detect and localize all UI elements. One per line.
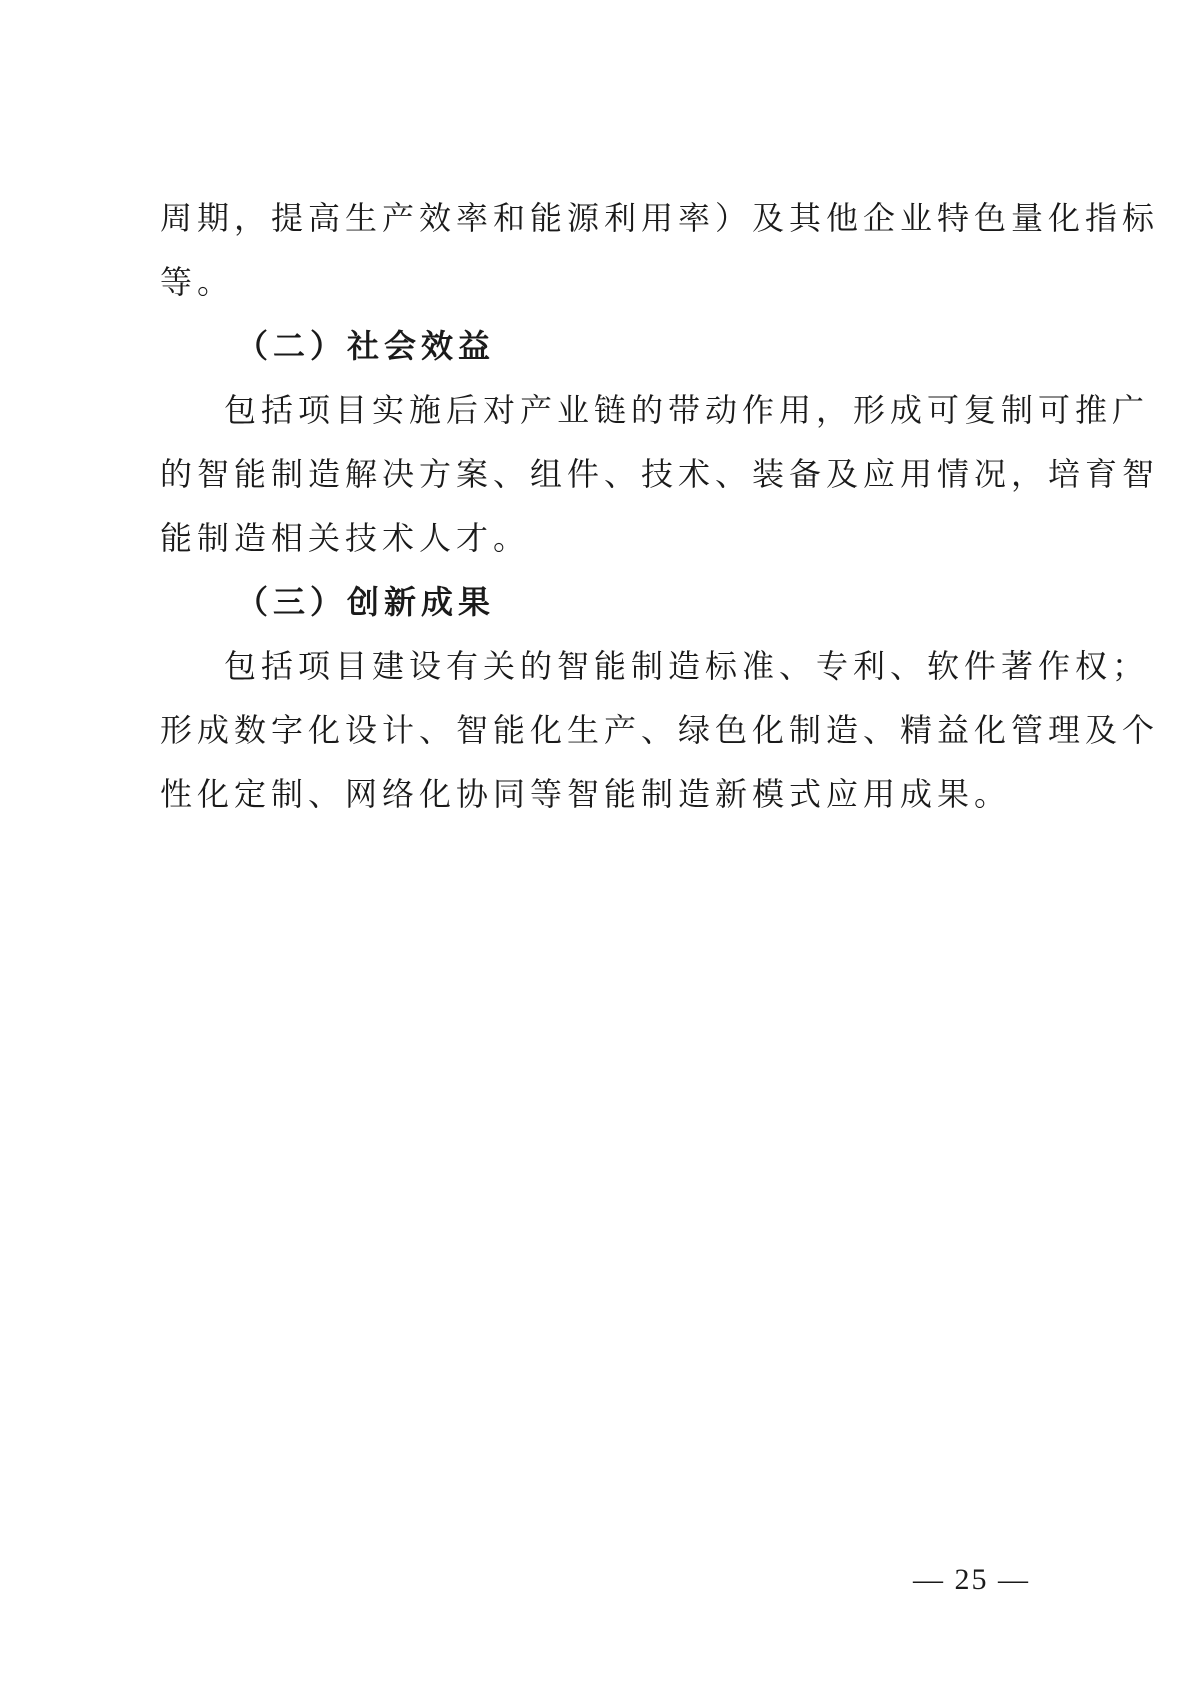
document-body [160,186,1160,826]
section-heading-social-benefits: （二）社会效益 [236,327,496,365]
paragraph-line: 等。 [160,263,235,301]
paragraph-line: 包括项目实施后对产业链的带动作用，形成可复制可推广 [224,391,1150,429]
paragraph-line: 包括项目建设有关的智能制造标准、专利、软件著作权； [224,647,1150,685]
page-number: — 25 — [913,1563,1030,1596]
paragraph-line: 性化定制、网络化协同等智能制造新模式应用成果。 [160,775,1012,813]
section-heading-innovation-results: （三）创新成果 [236,583,496,621]
paragraph-line: 能制造相关技术人才。 [160,519,531,557]
paragraph-line: 周期，提高生产效率和能源利用率）及其他企业特色量化指标 [160,199,1160,237]
paragraph-line: 形成数字化设计、智能化生产、绿色化制造、精益化管理及个 [160,711,1160,749]
paragraph-line: 的智能制造解决方案、组件、技术、装备及应用情况，培育智 [160,455,1160,493]
